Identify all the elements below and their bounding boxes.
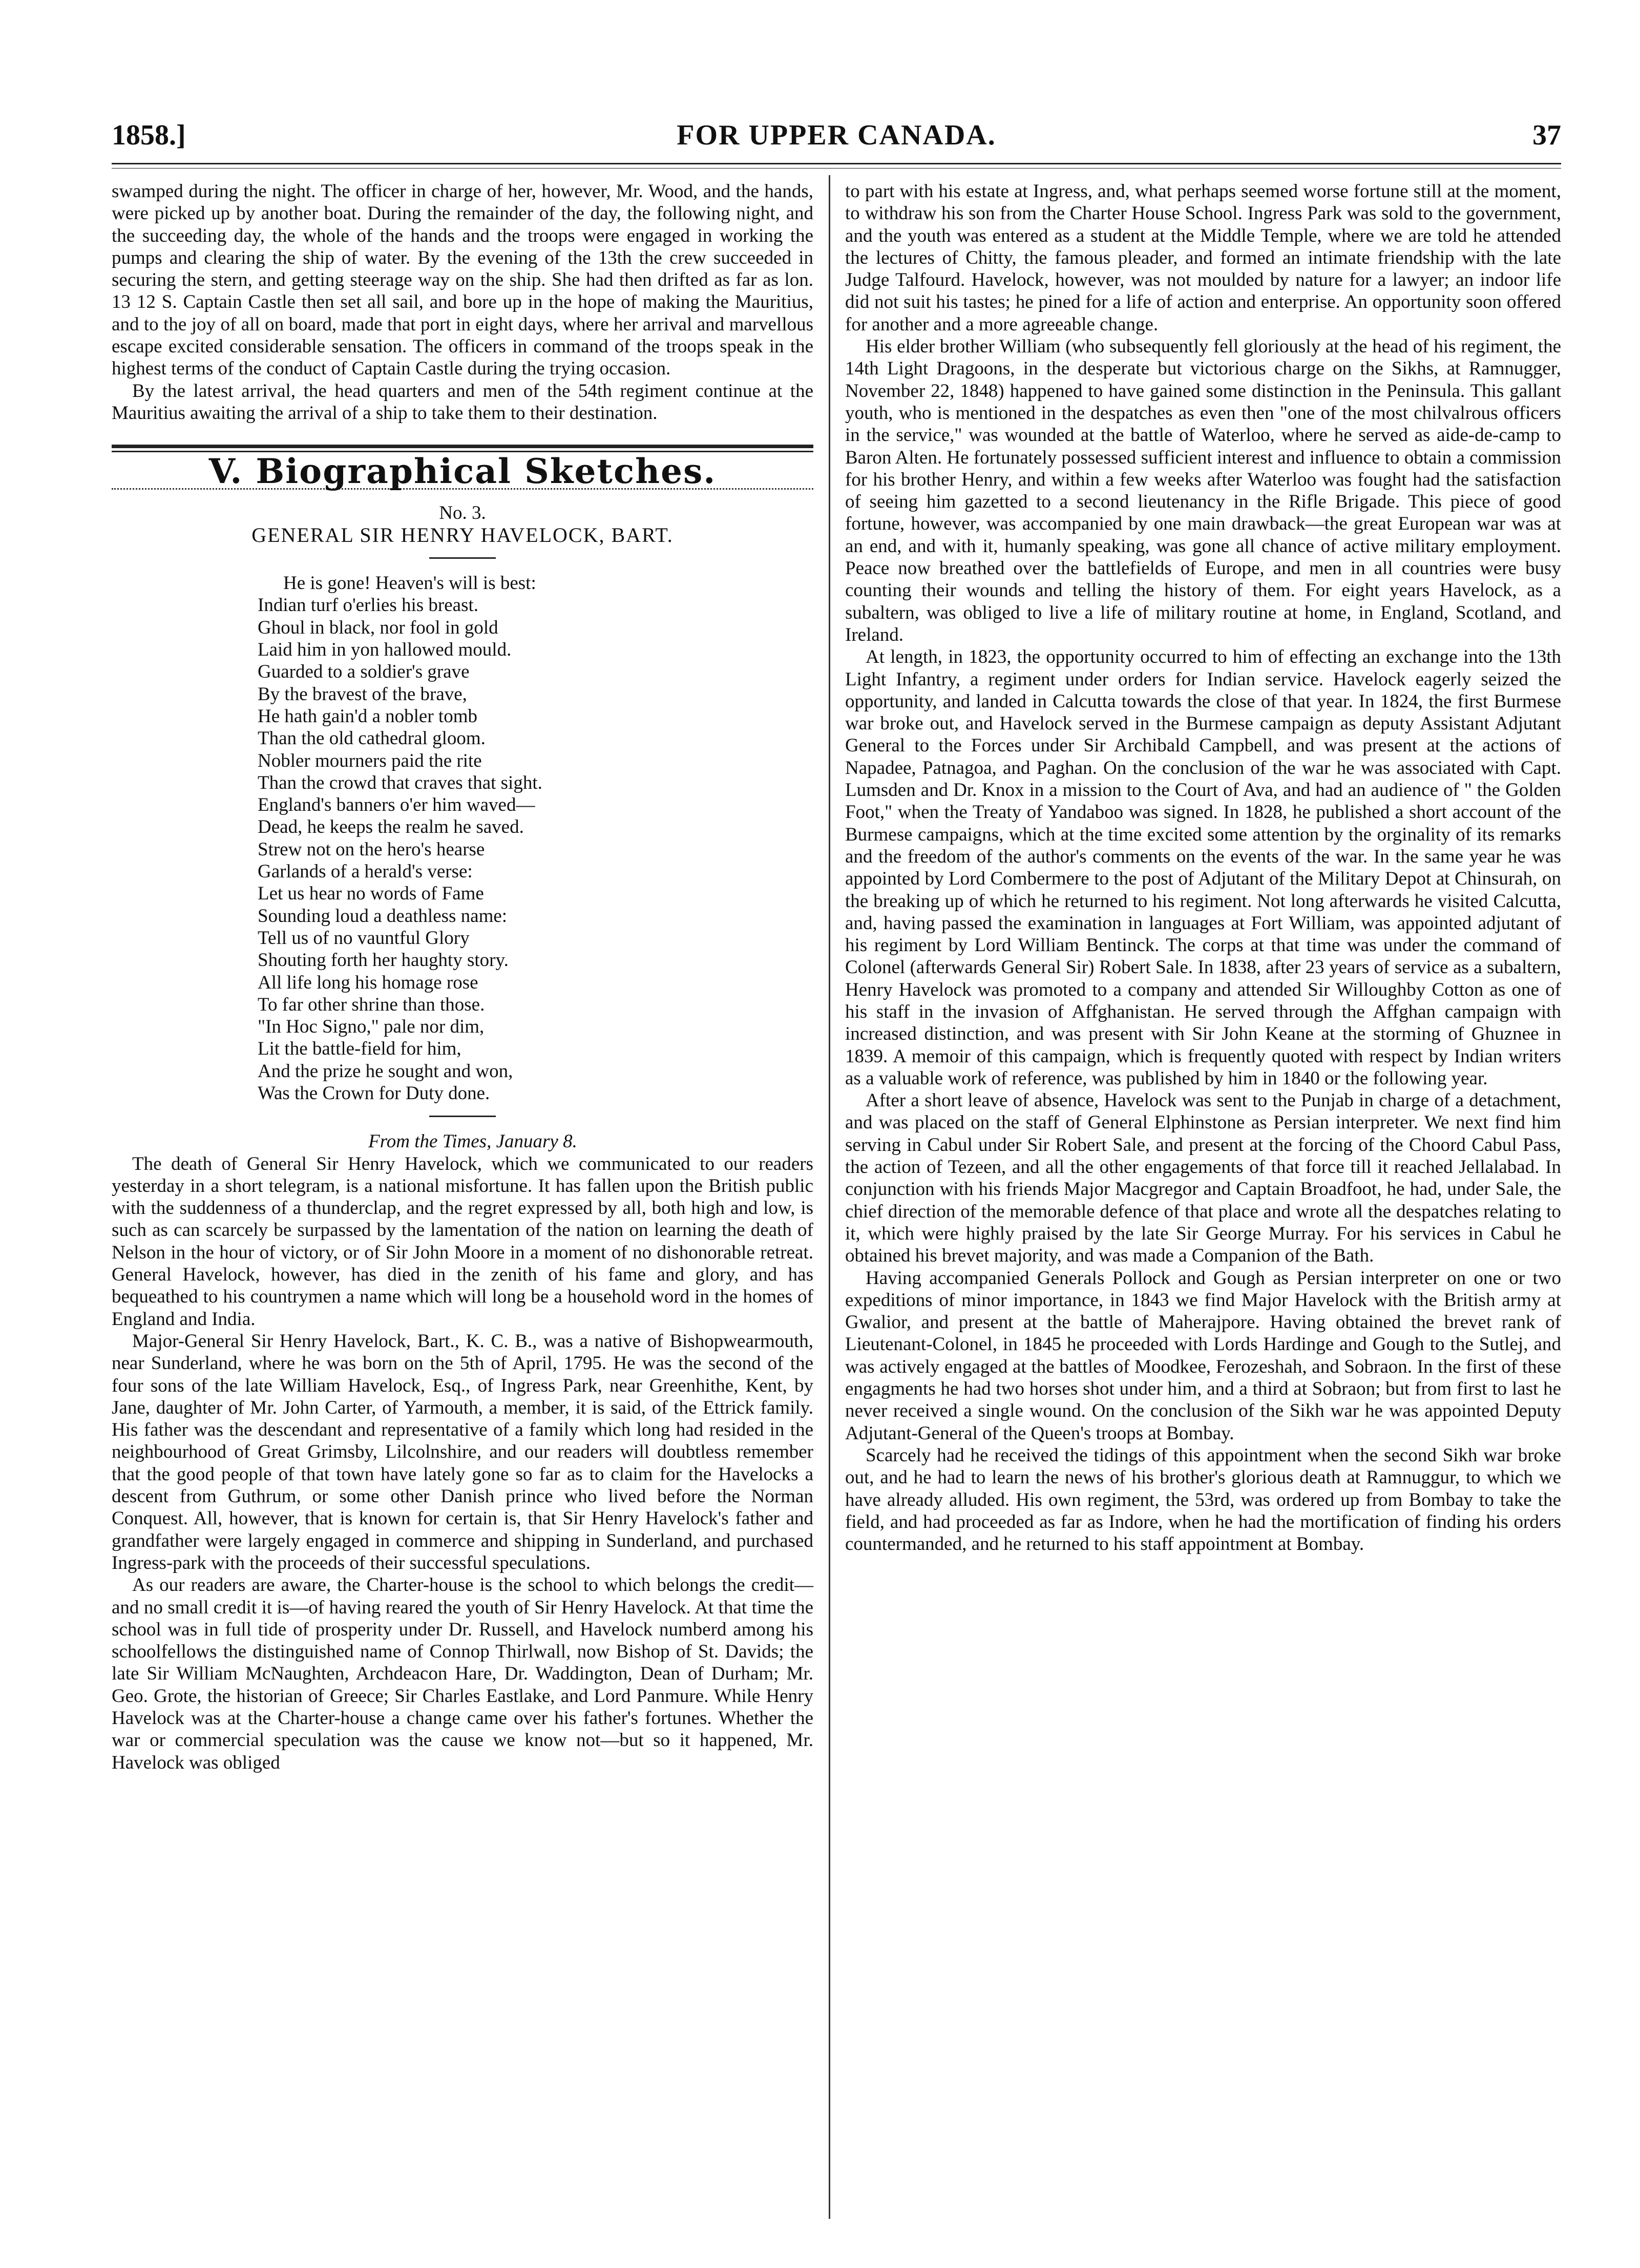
short-rule [429, 557, 496, 559]
paragraph: The death of General Sir Henry Havelock, which we communicated to our readers yesterday in a short telegram, is a national misfortune. It has fallen upon the British public with the suddenness of a thunderclap, and the regret expressed by all, both high and low, is such as can scarcely be surpassed by the lamentation of the nation on learning the death of Nelson in the hour of victory, or of Sir John Moore in a moment of no dishonorable retreat. General Havelock, however, has died in the zenith of his fame and glory, and has bequeathed to his countrymen a name which will long be a household word in the homes of England and India. [112, 1153, 813, 1330]
poem-line: Ghoul in black, nor fool in gold [258, 617, 498, 638]
paragraph: By the latest arrival, the head quarters and men of the 54th regiment continue at the Mauritius awaiting the arrival of a ship to take them to their destination. [112, 380, 813, 424]
paragraph: Major-General Sir Henry Havelock, Bart., K. C. B., was a native of Bishopwearmouth, near Sunderland, where he was born on the 5th of April, 1795. He was the second of the four sons of the late William Havelock, Esq., of Ingress Park, near Greenhithe, Kent, by Jane, daughter of Mr. John Carter, of Yarmouth, a member, it is said, of the Ettrick family. His father was the descendant and representative of a family which long had resided in the neighbourhood of Great Grimsby, Lilcolnshire, and our readers will doubtless remember that the good people of that town have lately gone so far as to claim for the Havelocks a descent from Guthrum, or some other Danish prince who lived before the Norman Conquest. All, however, that is known for certain is, that Sir Henry Havelock's father and grandfather were largely engaged in commerce and shipping in Sunderland, and purchased Ingress-park with the proceeds of their successful speculations. [112, 1330, 813, 1573]
left-column [112, 180, 813, 1774]
poem-line: Guarded to a soldier's grave [258, 661, 470, 683]
poem-line: Tell us of no vauntful Glory [258, 927, 470, 949]
paragraph: As our readers are aware, the Charter-house is the school to which belongs the credit—and no small credit it is—of having reared the youth of Sir Henry Havelock. At that time the school was in full tide of prosperity under Dr. Russell, and Havelock numberd among his schoolfellows the distinguished name of Connop Thirlwall, now Bishop of St. Davids; the late Sir William McNaughten, Archdeacon Hare, Dr. Waddington, Dean of Durham; Mr. Geo. Grote, the historian of Greece; Sir Charles Eastlake, and Lord Panmure. While Henry Havelock was at the Charter-house a change came over his father's fortunes. Whether the war or commercial speculation was the cause we know not—but so it happened, Mr. Havelock was obliged [112, 1574, 813, 1773]
poem-line: Garlands of a herald's verse: [258, 861, 473, 883]
poem-line: Let us hear no words of Fame [258, 883, 484, 905]
poem-line: Sounding loud a deathless name: [258, 905, 508, 927]
poem-line: Than the crowd that craves that sight. [258, 772, 542, 793]
header-rule-thick [112, 163, 1561, 164]
paragraph: At length, in 1823, the opportunity occurred to him of effecting an exchange into the 13th Light Infantry, a regiment under orders for Indian service. Havelock eagerly seized the opportunity, and landed in Calcutta towards the close of that year. In 1824, the first Burmese war broke out, and Havelock served in the Burmese campaign as deputy Assistant Adjutant General to the Forces under Sir Archibald Campbell, and was present at the actions of Napadee, Patnagoa, and Paghan. On the conclusion of the war he was associated with Capt. Lumsden and Dr. Knox in a mission to the Court of Ava, and had an audience of " the Golden Foot," when the Treaty of Yandaboo was signed. In 1828, he published a short account of the Burmese campaigns, which at the time excited some attention by the orginality of its remarks and the freedom of the author's comments on the events of the war. In the same year he was appointed by Lord Combermere to the post of Adjutant of the Military Depot at Chinsurah, on the breaking up of which he returned to his regiment. Not long afterwards he visited Calcutta, and, having passed the examination in languages at Fort William, was appointed adjutant of his regiment by Lord William Bentinck. The corps at that time was under the command of Colonel (afterwards General Sir) Robert Sale. In 1838, after 23 years of service as a subaltern, Henry Havelock was promoted to a company and attended Sir Willoughby Cotton as one of his staff in the invasion of Affghanistan. He served through the Affghan campaign with increased distinction, and was present with Sir John Keane at the storming of Ghuznee in 1839. A memoir of this campaign, which is frequently quoted with respect by Indian writers as a valuable work of reference, was published by him in 1840 or the following year. [845, 646, 1561, 1089]
paragraph: swamped during the night. The officer in charge of her, however, Mr. Wood, and the hands, were picked up by another boat. During the remainder of the day, the following night, and the succeeding day, the whole of the hands and the troops were engaged in working the pumps and clearing the ship of water. By the evening of the 13th the crew succeeded in securing the stern, and getting steerage way on the ship. She had then drifted as far as lon. 13 12 S. Captain Castle then set all sail, and bore up in the hope of making the Mauritius, and to the joy of all on board, made that port in eight days, where her arrival and marvellous escape excited considerable sensation. The officers in command of the troops speak in the highest terms of the conduct of Captain Castle during the trying occasion. [112, 181, 813, 380]
header-title: FOR UPPER CANADA. [677, 119, 996, 151]
poem-line: Dead, he keeps the realm he saved. [258, 816, 524, 838]
poem-line: England's banners o'er him waved— [258, 794, 535, 816]
poem-line: He hath gain'd a nobler tomb [258, 705, 477, 727]
column-divider [829, 175, 830, 2219]
poem-line: He is gone! Heaven's will is best: [283, 573, 536, 594]
sketch-number: No. 3. [439, 502, 486, 523]
poem-line: Indian turf o'erlies his breast. [258, 595, 479, 616]
right-column [845, 180, 1561, 1555]
paragraph: Scarcely had he received the tidings of this appointment when the second Sikh war broke out, and he had to learn the news of his brother's glorious death at Ramnuggur, to which we have already alluded. His own regiment, the 53rd, was ordered up from Bombay to take the field, and had proceeded as far as Indore, when he had the mortification of finding his orders countermanded, and he returned to his staff appointment at Bombay. [845, 1444, 1561, 1555]
poem-line: And the prize he sought and won, [258, 1060, 513, 1082]
poem-line: By the bravest of the brave, [258, 683, 467, 705]
short-rule [429, 1116, 496, 1117]
poem-line: Laid him in yon hallowed mould. [258, 639, 512, 661]
source-line: From the Times, January 8. [368, 1131, 577, 1152]
poem [258, 572, 813, 1104]
section-heading-block [112, 445, 813, 492]
poem-line: To far other shrine than those. [258, 994, 485, 1015]
poem-line: Shouting forth her haughty story. [258, 950, 509, 971]
running-header [112, 119, 1561, 160]
poem-line: All life long his homage rose [258, 972, 478, 993]
section-rule-thick [112, 445, 813, 448]
poem-line: Nobler mourners paid the rite [258, 750, 482, 771]
poem-line: Than the old cathedral gloom. [258, 728, 486, 749]
poem-line: Strew not on the hero's hearse [258, 838, 485, 860]
sketch-subtitle: GENERAL SIR HENRY HAVELOCK, BART. [251, 523, 674, 547]
section-title: V. Biographical Sketches. [208, 451, 717, 492]
header-rule-thin [112, 168, 1561, 169]
paragraph: Having accompanied Generals Pollock and Gough as Persian interpreter on one or two expeditions of minor importance, in 1843 we find Major Havelock with the British army at Gwalior, and present at the battle of Maherajpore. Having obtained the brevet rank of Lieutenant-Colonel, in 1845 he proceeded with Lords Hardinge and Gough to the Sutlej, and was actively engaged at the battles of Moodkee, Ferozeshah, and Sobraon. In the first of these engagments he had two horses shot under him, and a third at Sobraon; but from first to last he never received a single wound. On the conclusion of the Sikh war he was appointed Deputy Adjutant-General of the Queen's troops at Bombay. [845, 1267, 1561, 1444]
poem-line: "In Hoc Signo," pale nor dim, [258, 1016, 485, 1038]
paragraph: His elder brother William (who subsequently fell gloriously at the head of his regiment, the 14th Light Dragoons, in the desperate but victorious charge on the Sikhs, at Ramnugger, November 22, 1848) happened to have gained some distinction in the Peninsula. This gallant youth, who is mentioned in the despatches as even then "one of the most chilvalrous officers in the service," was wounded at the battle of Waterloo, where he served as aide-de-camp to Baron Alten. He fortunately possessed sufficient interest and influence to obtain a commission for his brother Henry, and within a few weeks after Waterloo was fought had the satisfaction of seeing him gazetted to a second lieutenancy in the Rifle Brigade. This piece of good fortune, however, was accompanied by one main drawback—the great European war was at an end, and with it, humanly speaking, was gone all chance of active military employment. Peace now breathed over the battlefields of Europe, and men in all countries were busy counting their wounds and telling the history of them. For eight years Havelock, as a subaltern, was obliged to live a life of military routine at home, in England, Scotland, and Ireland. [845, 336, 1561, 645]
paragraph: After a short leave of absence, Havelock was sent to the Punjab in charge of a detachment, and was placed on the staff of General Elphinstone as Persian interpreter. We next find him serving in Cabul under Sir Robert Sale, and present at the forcing of the Choord Cabul Pass, the action of Tezeen, and all the other engagements of that force till it reached Jellalabad. In conjunction with his friends Major Macgregor and Captain Broadfoot, he had, under Sale, the chief direction of the memorable defence of that place and wrote all the despatches relating to it, which were highly praised by the late Sir George Murray. For his services in Cabul he obtained his brevet majority, and was made a Companion of the Bath. [845, 1090, 1561, 1267]
header-year: 1858.] [112, 119, 186, 151]
poem-line: Was the Crown for Duty done. [258, 1082, 490, 1104]
page-number: 37 [1532, 119, 1561, 151]
poem-line: Lit the battle-field for him, [258, 1038, 461, 1060]
paragraph: to part with his estate at Ingress, and, what perhaps seemed worse fortune still at the moment, to withdraw his son from the Charter House School. Ingress Park was sold to the government, and the youth was entered as a student at the Middle Temple, where we are told he attended the lectures of Chitty, the famous pleader, and formed an intimate friendship with the late Judge Talfourd. Havelock, however, was not moulded by nature for a lawyer; an indoor life did not suit his tastes; he pined for a life of action and enterprise. An opportunity soon offered for another and a more agreeable change. [845, 181, 1561, 335]
